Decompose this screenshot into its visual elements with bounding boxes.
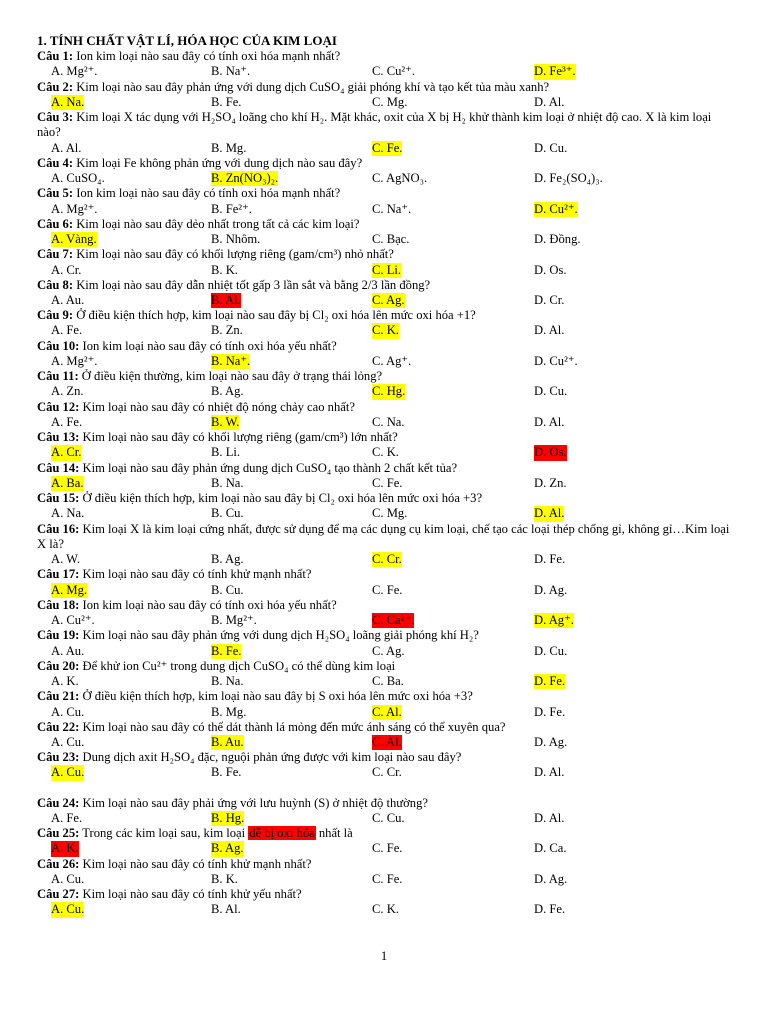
question-text: Kim loại Fe không phản ứng với dung dịch nào sau đây? — [76, 155, 363, 170]
question-stem — [37, 857, 733, 872]
question-stem — [37, 247, 733, 262]
answer-options — [37, 506, 733, 521]
answer-option[interactable]: D. Fe₂(SO₄)₃. — [534, 171, 603, 186]
answer-option[interactable]: B. Li. — [211, 445, 241, 460]
answer-option[interactable]: B. Nhôm. — [211, 232, 261, 247]
question-label: Câu 2: — [37, 79, 74, 94]
answer-option[interactable]: C. Fe. — [372, 475, 403, 490]
answer-options — [37, 171, 733, 186]
question-text: Kim loại nào sau đây dẫn nhiệt tốt gấp 3 lần sắt và bằng 2/3 lần đồng? — [76, 277, 431, 292]
answer-option[interactable]: D. Fe. — [534, 902, 566, 917]
answer-option[interactable]: C. Al. — [372, 704, 402, 719]
answer-option[interactable]: D. Al. — [534, 765, 565, 780]
answer-option[interactable]: B. Cu. — [211, 582, 244, 597]
answer-options — [37, 735, 733, 750]
answer-option[interactable]: B. Au. — [211, 734, 244, 749]
question-stem — [37, 598, 733, 613]
answer-options — [37, 95, 733, 110]
question-label: Câu 26: — [37, 856, 80, 871]
question-text: Kim loại nào sau đây phản ứng với dung dịch CuSO₄ giải phóng khí và tạo kết tủa màu xanh? — [76, 79, 550, 94]
answer-option[interactable]: D. Al. — [534, 506, 565, 521]
answer-option[interactable]: A. Cr. — [51, 445, 82, 460]
answer-option[interactable]: A. Mg²⁺. — [51, 353, 98, 368]
highlighted-phrase: dễ bị oxi hóa — [249, 826, 315, 841]
question-stem — [37, 750, 733, 765]
answer-option[interactable]: D. Fe. — [534, 674, 566, 689]
question-stem — [37, 278, 733, 293]
answer-option[interactable]: B. Mg²⁺. — [211, 613, 257, 628]
question-stem — [37, 217, 733, 232]
question-stem — [37, 628, 733, 643]
answer-option[interactable]: A. Na. — [51, 94, 85, 109]
question-label: Câu 6: — [37, 216, 74, 231]
question-text: Ion kim loại nào sau đây có tính oxi hóa mạnh nhất? — [76, 49, 341, 64]
question-stem — [37, 567, 733, 582]
answer-option[interactable]: D. Ag. — [534, 734, 568, 749]
question-text: Kim loại nào sau đây có tính khử mạnh nhất? — [82, 567, 312, 582]
question-text: Kim loại X tác dụng với H₂SO₄ loãng cho khí H₂. Mặt khác, oxit của X bị H₂ khử thành kim loại ở nhiệt độ cao. X là kim loại nào? — [37, 110, 712, 140]
answer-option[interactable]: A. Cu. — [51, 734, 85, 749]
answer-option[interactable]: B. Fe²⁺. — [211, 201, 252, 216]
answer-option[interactable]: A. Mg²⁺. — [51, 201, 98, 216]
question-text: Kim loại nào sau đây phản ứng với dung dịch H₂SO₄ loãng giải phóng khí H₂? — [82, 628, 479, 643]
answer-options — [37, 552, 733, 567]
question-text: Kim loại X là kim loại cứng nhất, được sử dụng để mạ các dụng cụ kim loại, chế tạo các loại thép chống gỉ, không gỉ…Kim loại X là? — [37, 521, 730, 551]
question-text: Ion kim loại nào sau đây có tính oxi hóa yếu nhất? — [82, 597, 337, 612]
question-label: Câu 18: — [37, 597, 80, 612]
answer-option[interactable]: A. Au. — [51, 643, 85, 658]
answer-option[interactable]: A. Cu. — [51, 871, 85, 886]
answer-option[interactable]: B. Na. — [211, 674, 244, 689]
answer-option[interactable]: D. Fe. — [534, 704, 566, 719]
answer-option[interactable]: A. Ba. — [51, 475, 84, 490]
question-label: Câu 5: — [37, 186, 74, 201]
answer-option[interactable]: C. K. — [372, 445, 399, 460]
answer-option[interactable]: D. Cu²⁺. — [534, 353, 578, 368]
answer-options — [37, 323, 733, 338]
answer-option[interactable]: B. Cu. — [211, 506, 244, 521]
question-label: Câu 1: — [37, 49, 74, 64]
answer-option[interactable]: A. Au. — [51, 293, 85, 307]
question-label: Câu 17: — [37, 567, 80, 582]
answer-options — [37, 415, 733, 430]
question-text: Kim loại nào sau đây có thể dát thành lá mỏng đến mức ánh sáng có thể xuyên qua? — [82, 719, 506, 734]
answer-option[interactable]: A. Vàng. — [51, 232, 97, 247]
answer-option[interactable]: C. Hg. — [372, 384, 406, 399]
question-stem — [37, 720, 733, 735]
question-text: Trong các kim loại sau, kim loại — [82, 826, 249, 841]
answer-option[interactable]: D. Ag. — [534, 582, 568, 597]
question-label: Câu 27: — [37, 887, 80, 902]
answer-options — [37, 384, 733, 399]
answer-option[interactable]: C. Fe. — [372, 140, 403, 155]
answer-option[interactable]: D. Al. — [534, 94, 565, 109]
question-text: Ở điều kiện thích hợp, kim loại nào sau đây bị Cl₂ oxi hóa lên mức oxi hóa +1? — [76, 308, 476, 323]
answer-option[interactable]: A. K. — [51, 674, 79, 689]
question-label: Câu 12: — [37, 399, 80, 414]
answer-options — [37, 583, 733, 598]
question-stem — [37, 826, 733, 841]
question-text: Dung dịch axit H₂SO₄ đặc, nguội phản ứng được với kim loại nào sau đây? — [82, 750, 462, 765]
page-number: 1 — [380, 949, 388, 963]
question-label: Câu 20: — [37, 658, 80, 673]
question-label: Câu 9: — [37, 308, 74, 323]
question-stem — [37, 430, 733, 445]
question-label: Câu 7: — [37, 247, 74, 262]
answer-option[interactable]: B. Al. — [211, 293, 241, 307]
answer-option[interactable]: C. Al. — [372, 734, 402, 749]
answer-option[interactable]: C. Cu²⁺. — [372, 64, 415, 79]
answer-option[interactable]: B. Al. — [211, 902, 241, 917]
question-label: Câu 16: — [37, 521, 80, 536]
answer-option[interactable]: B. Mg. — [211, 140, 247, 155]
answer-options — [37, 644, 733, 659]
question-label: Câu 24: — [37, 795, 80, 810]
answer-options — [37, 674, 733, 689]
question-text: Ion kim loại nào sau đây có tính oxi hóa yếu nhất? — [82, 338, 337, 353]
answer-option[interactable]: B. Na. — [211, 475, 244, 490]
answer-option[interactable]: C. Ca²⁺. — [372, 613, 415, 628]
answer-option[interactable]: A. Fe. — [51, 810, 83, 825]
question-label: Câu 19: — [37, 628, 80, 643]
question-label: Câu 14: — [37, 460, 80, 475]
answer-option[interactable]: D. Đồng. — [534, 232, 581, 247]
question-label: Câu 15: — [37, 491, 80, 506]
question-stem — [37, 689, 733, 704]
answer-option[interactable]: C. AgNO₃. — [372, 171, 428, 186]
question-stem — [37, 522, 733, 552]
answer-option[interactable]: A. Na. — [51, 506, 85, 521]
answer-option[interactable]: A. W. — [51, 552, 81, 567]
question-text: Để khử ion Cu²⁺ trong dung dịch CuSO₄ có thể dùng kim loại — [82, 658, 396, 673]
question-text: Kim loại nào sau đây có tính khử yếu nhất? — [82, 887, 302, 902]
answer-option[interactable]: A. Zn. — [51, 384, 84, 399]
answer-option[interactable]: A. Fe. — [51, 323, 83, 338]
answer-option[interactable]: B. Fe. — [211, 643, 242, 658]
answer-option[interactable]: D. Os. — [534, 262, 567, 277]
question-text: Kim loại nào sau đây có khối lượng riêng (gam/cm³) lớn nhất? — [82, 430, 398, 445]
answer-option[interactable]: C. Mg. — [372, 94, 408, 109]
worksheet — [37, 33, 733, 918]
question-stem — [37, 339, 733, 354]
answer-option[interactable]: D. Cr. — [534, 293, 565, 307]
question-text: Kim loại nào sau đây phản ứng dung dịch CuSO₄ tạo thành 2 chất kết tủa? — [82, 460, 458, 475]
answer-option[interactable]: D. Ca. — [534, 841, 567, 856]
answer-option[interactable]: C. Ba. — [372, 674, 404, 689]
question-list — [37, 49, 733, 917]
answer-option[interactable]: A. CuSO₄. — [51, 171, 105, 186]
question-text: nhất là — [315, 826, 353, 841]
question-stem — [37, 659, 733, 674]
answer-options — [37, 705, 733, 720]
answer-option[interactable]: D. Fe³⁺. — [534, 64, 576, 79]
answer-option[interactable]: D. Fe. — [534, 552, 566, 567]
answer-option[interactable]: D. Al. — [534, 414, 565, 429]
answer-option[interactable]: D. Cu²⁺. — [534, 201, 578, 216]
answer-option[interactable]: B. Ag. — [211, 841, 244, 856]
answer-option[interactable]: D. Os. — [534, 445, 567, 460]
answer-option[interactable]: A. Cu. — [51, 765, 85, 780]
answer-options — [37, 765, 733, 780]
answer-option[interactable]: B. W. — [211, 414, 240, 429]
answer-option[interactable]: A. Fe. — [51, 414, 83, 429]
answer-option[interactable]: A. Cu²⁺. — [51, 613, 95, 628]
answer-option[interactable]: A. Cu. — [51, 902, 85, 917]
answer-option[interactable]: D. Al. — [534, 810, 565, 825]
question-label: Câu 10: — [37, 338, 80, 353]
answer-option[interactable]: C. Fe. — [372, 841, 403, 856]
answer-options — [37, 263, 733, 278]
answer-option[interactable]: C. Fe. — [372, 871, 403, 886]
question-stem — [37, 49, 733, 64]
answer-option[interactable]: A. Mg²⁺. — [51, 64, 98, 79]
answer-option[interactable]: C. Cr. — [372, 552, 402, 567]
question-label: Câu 23: — [37, 750, 80, 765]
answer-options — [37, 445, 733, 460]
question-stem — [37, 461, 733, 476]
answer-option[interactable]: C. Mg. — [372, 506, 408, 521]
answer-option[interactable]: C. Na⁺. — [372, 201, 412, 216]
question-text: Ở điều kiện thường, kim loại nào sau đây ở trạng thái lỏng? — [81, 369, 383, 384]
answer-option[interactable]: B. Ag. — [211, 384, 244, 399]
answer-option[interactable]: B. Fe. — [211, 765, 242, 780]
answer-options — [37, 613, 733, 628]
answer-option[interactable]: A. Mg. — [51, 582, 88, 597]
question-text: Ở điều kiện thích hợp, kim loại nào sau đây bị S oxi hóa lên mức oxi hóa +3? — [82, 689, 473, 704]
answer-option[interactable]: C. K. — [372, 902, 399, 917]
question-text: Kim loại nào sau đây dẻo nhất trong tất cả các kim loại? — [76, 216, 360, 231]
answer-options — [37, 141, 733, 156]
answer-option[interactable]: C. Li. — [372, 262, 402, 277]
question-stem — [37, 80, 733, 95]
question-label: Câu 8: — [37, 277, 74, 292]
answer-options — [37, 476, 733, 491]
question-label: Câu 4: — [37, 155, 74, 170]
answer-option[interactable]: C. Bạc. — [372, 232, 410, 247]
answer-option[interactable]: B. Ag. — [211, 552, 244, 567]
answer-option[interactable]: B. Zn(NO₃)₂. — [211, 171, 279, 186]
answer-options — [37, 202, 733, 217]
question-label: Câu 3: — [37, 110, 74, 125]
answer-option[interactable]: C. Ag⁺. — [372, 353, 412, 368]
question-stem — [37, 491, 733, 506]
answer-option[interactable]: C. Na. — [372, 414, 405, 429]
question-stem — [37, 110, 733, 140]
answer-option[interactable]: C. Ag. — [372, 293, 405, 307]
answer-options — [37, 64, 733, 79]
question-label: Câu 11: — [37, 369, 79, 384]
answer-option[interactable]: C. Cr. — [372, 765, 402, 780]
question-text: Ở điều kiện thích hợp, kim loại nào sau đây bị Cl₂ oxi hóa lên mức oxi hóa +3? — [82, 491, 483, 506]
answer-option[interactable]: D. Al. — [534, 323, 565, 338]
answer-option[interactable]: C. K. — [372, 323, 399, 338]
question-stem — [37, 156, 733, 171]
answer-options — [37, 841, 733, 856]
answer-option[interactable]: D. Ag. — [534, 871, 568, 886]
question-text: Kim loại nào sau đây có khối lượng riêng (gam/cm³) nhỏ nhất? — [76, 247, 394, 262]
question-text: Kim loại nào sau đây có tính khử mạnh nhất? — [82, 856, 312, 871]
answer-options — [37, 811, 733, 826]
answer-options — [37, 232, 733, 247]
question-stem — [37, 308, 733, 323]
blank-line — [37, 781, 733, 796]
answer-option[interactable]: C. Ag. — [372, 643, 405, 658]
answer-option[interactable]: B. Zn. — [211, 323, 243, 338]
question-label: Câu 22: — [37, 719, 80, 734]
question-text: Kim loại nào sau đây có nhiệt độ nóng chảy cao nhất? — [82, 399, 355, 414]
answer-option[interactable]: B. Fe. — [211, 94, 242, 109]
question-stem — [37, 796, 733, 811]
answer-option[interactable]: D. Ag⁺. — [534, 613, 574, 628]
answer-options — [37, 293, 733, 308]
answer-option[interactable]: B. Na⁺. — [211, 64, 251, 79]
question-stem — [37, 186, 733, 201]
question-label: Câu 13: — [37, 430, 80, 445]
answer-options — [37, 354, 733, 369]
answer-option[interactable]: B. K. — [211, 262, 238, 277]
answer-option[interactable]: A. K. — [51, 841, 79, 856]
answer-option[interactable]: D. Cu. — [534, 140, 568, 155]
answer-option[interactable]: A. Cu. — [51, 704, 85, 719]
answer-options — [37, 902, 733, 917]
answer-option[interactable]: B. Na⁺. — [211, 353, 251, 368]
answer-options — [37, 872, 733, 887]
answer-option[interactable]: A. Al. — [51, 140, 82, 155]
question-stem — [37, 887, 733, 902]
question-label: Câu 21: — [37, 689, 80, 704]
question-text: Ion kim loại nào sau đây có tính oxi hóa mạnh nhất? — [76, 186, 341, 201]
answer-option[interactable]: D. Cu. — [534, 384, 568, 399]
question-label: Câu 25: — [37, 826, 80, 841]
answer-option[interactable]: C. Fe. — [372, 582, 403, 597]
question-text: Kim loại nào sau đây phải ứng với lưu huỳnh (S) ở nhiệt độ thường? — [82, 795, 428, 810]
answer-option[interactable]: D. Cu. — [534, 643, 568, 658]
answer-option[interactable]: B. Mg. — [211, 704, 247, 719]
question-stem — [37, 369, 733, 384]
answer-option[interactable]: D. Zn. — [534, 475, 567, 490]
answer-option[interactable]: B. Hg. — [211, 810, 245, 825]
answer-option[interactable]: C. Cu. — [372, 810, 405, 825]
section-title: 1. TÍNH CHẤT VẬT LÍ, HÓA HỌC CỦA KIM LOẠI — [37, 33, 337, 48]
answer-option[interactable]: A. Cr. — [51, 262, 82, 277]
question-stem — [37, 400, 733, 415]
answer-option[interactable]: B. K. — [211, 871, 238, 886]
